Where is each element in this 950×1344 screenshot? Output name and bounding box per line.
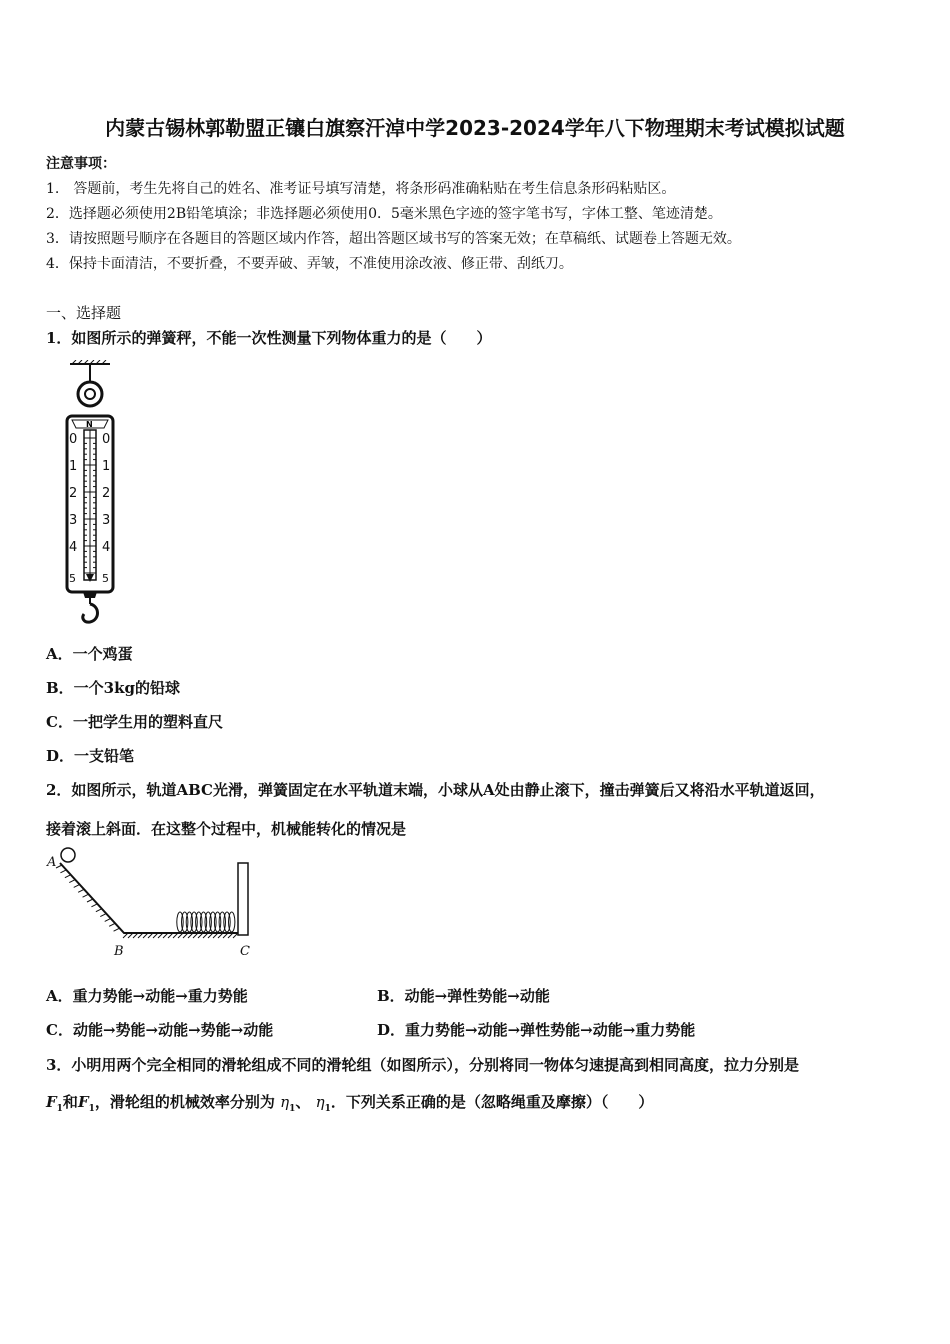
- scale-mark-left-4: 4: [69, 540, 78, 555]
- eta2-symbol: η: [315, 1093, 325, 1111]
- q3-end-text: ．下列关系正确的是（忽略绳重及摩擦）（ ）: [330, 1093, 654, 1111]
- eta1-sub: 1: [289, 1104, 296, 1114]
- page-title: 内蒙古锡林郭勒盟正镶白旗察汗淖中学2023-2024学年八下物理期末考试模拟试题: [105, 116, 845, 140]
- label-a: A: [47, 855, 57, 870]
- q1-option-a: A．一个鸡蛋: [46, 645, 133, 663]
- f2-symbol: F: [77, 1093, 89, 1111]
- q3-conj: 和: [62, 1093, 78, 1111]
- scale-mark-right-1: 1: [102, 459, 111, 474]
- scale-mark-right-3: 3: [102, 513, 111, 528]
- spring-scale-figure: [60, 360, 130, 628]
- f1-sub: 1: [56, 1104, 63, 1114]
- q3-stem-line1: 3．小明用两个完全相同的滑轮组成不同的滑轮组（如图所示），分别将同一物体匀速提高到相同高度，拉力分别是: [46, 1056, 799, 1074]
- track-figure: [44, 845, 264, 960]
- ball: [61, 848, 75, 862]
- q2-stem-line2: 接着滚上斜面．在这整个过程中，机械能转化的情况是: [46, 820, 407, 838]
- q2-option-c: C．动能→势能→动能→势能→动能: [46, 1021, 274, 1039]
- scale-mark-left-3: 3: [69, 513, 78, 528]
- q2-option-d: D．重力势能→动能→弹性势能→动能→重力势能: [377, 1021, 696, 1039]
- q2-option-b: B．动能→弹性势能→动能: [377, 987, 550, 1005]
- q1-option-c: C．一把学生用的塑料直尺: [46, 713, 223, 731]
- notice-item-3: 3．请按照题号顺序在各题目的答题区域内作答，超出答题区域书写的答案无效；在草稿纸、试题卷上答题无效。: [46, 231, 741, 247]
- label-c: C: [240, 944, 250, 959]
- notice-item-1: 1. 答题前，考生先将自己的姓名、准考证号填写清楚，将条形码准确粘贴在考生信息条形码粘贴区。: [46, 181, 676, 197]
- q3-stem-line2: [46, 1091, 653, 1114]
- q1-stem: 1．如图所示的弹簧秤，不能一次性测量下列物体重力的是（ ）: [46, 329, 492, 347]
- scale-mark-right-2: 2: [102, 486, 111, 501]
- scale-mark-left-2: 2: [69, 486, 78, 501]
- q3-mid-text: ，滑轮组的机械效率分别为: [94, 1093, 275, 1111]
- scale-mark-right-5: 5: [102, 572, 109, 585]
- eta1-symbol: η: [280, 1093, 290, 1111]
- q1-option-d: D．一支铅笔: [46, 747, 135, 765]
- scale-mark-right-4: 4: [102, 540, 111, 555]
- scale-unit-label: N: [86, 420, 93, 429]
- eta2-sub: 1: [324, 1104, 331, 1114]
- notice-item-4: 4．保持卡面清洁，不要折叠，不要弄破、弄皱，不准使用涂改液、修正带、刮纸刀。: [46, 256, 573, 272]
- notice-heading: 注意事项：: [46, 156, 116, 172]
- q2-stem-line1: 2．如图所示，轨道ABC光滑，弹簧固定在水平轨道末端，小球从A处由静止滚下，撞击弹簧后又将沿水平轨道返回，: [46, 781, 825, 799]
- notice-item-2: 2．选择题必须使用2B铅笔填涂；非选择题必须使用0．5毫米黑色字迹的签字笔书写，字体工整、笔迹清楚。: [46, 206, 722, 222]
- scale-mark-left-5: 5: [69, 572, 76, 585]
- section-title: 一、选择题: [46, 304, 122, 322]
- scale-mark-right-0: 0: [102, 432, 111, 447]
- label-b: B: [114, 944, 124, 959]
- f2-sub: 1: [88, 1104, 95, 1114]
- q1-option-b: B．一个3kg的铅球: [46, 679, 180, 697]
- f1-symbol: F: [46, 1093, 57, 1111]
- scale-mark-left-1: 1: [69, 459, 78, 474]
- q3-sep: 、: [295, 1093, 311, 1111]
- q2-option-a: A．重力势能→动能→重力势能: [46, 987, 248, 1005]
- scale-mark-left-0: 0: [69, 432, 78, 447]
